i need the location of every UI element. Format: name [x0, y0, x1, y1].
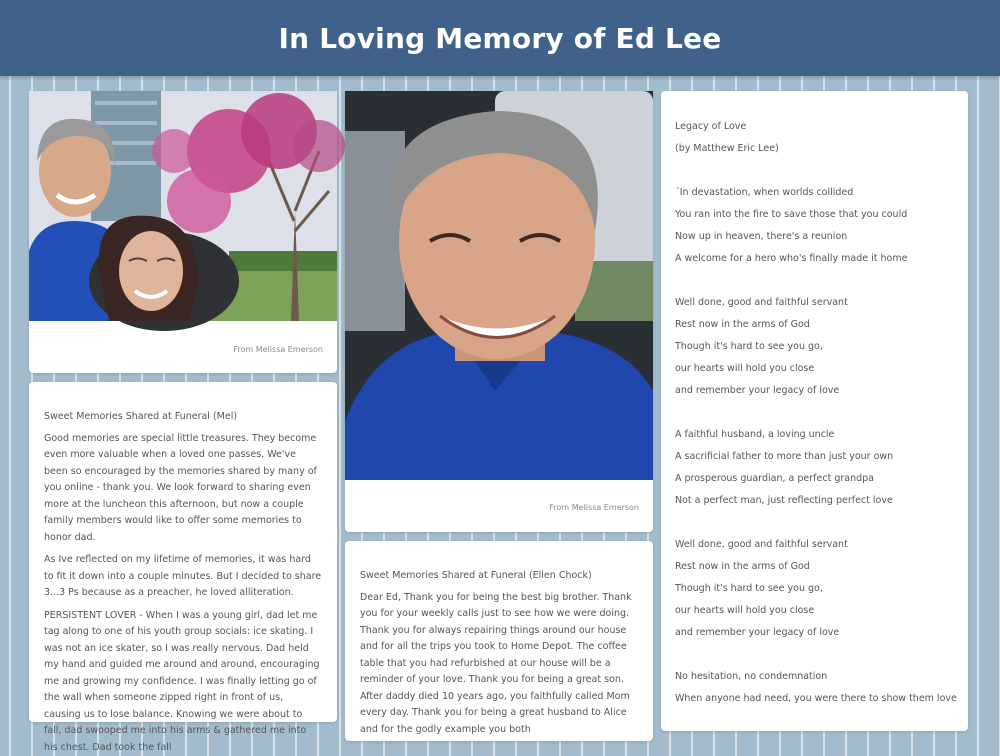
memory-paragraph: As Ive reflected on my lifetime of memories, it was hard to fit it down into a couple minutes. But I decided to share 3...3 Ps because as a preacher, he loved alliteration. — [44, 552, 322, 602]
poem-line: and remember your legacy of love — [675, 622, 953, 644]
couple-photo-image — [29, 91, 337, 321]
poem-stanza-gap — [675, 644, 953, 666]
poem-line: When anyone had need, you were there to show them love — [675, 688, 953, 710]
poem-line: Rest now in the arms of God — [675, 314, 953, 336]
photo-caption: From Melissa Emerson — [233, 345, 323, 354]
poem-line: Though it's hard to see you go, — [675, 578, 953, 600]
poem-stanza-gap — [675, 160, 953, 182]
poem-card[interactable] — [661, 91, 968, 731]
poem-line: ´In devastation, when worlds collided — [675, 182, 953, 204]
poem-lines — [675, 116, 953, 710]
poem-line: Legacy of Love — [675, 116, 953, 138]
poem-line: A faithful husband, a loving uncle — [675, 424, 953, 446]
poem-stanza-gap — [675, 402, 953, 424]
poem-line: and remember your legacy of love — [675, 380, 953, 402]
memory-card-mel[interactable] — [29, 382, 337, 722]
couple-photo[interactable] — [29, 91, 337, 321]
poem-stanza-gap — [675, 512, 953, 534]
portrait-photo-image — [345, 91, 653, 480]
photo-caption: From Melissa Emerson — [549, 503, 639, 512]
poem-line: Though it's hard to see you go, — [675, 336, 953, 358]
memory-title: Sweet Memories Shared at Funeral (Mel) — [44, 409, 322, 426]
memory-title: Sweet Memories Shared at Funeral (Ellen Chock) — [360, 568, 638, 585]
poem-line: A welcome for a hero who's finally made it home — [675, 248, 953, 270]
portrait-photo[interactable] — [345, 91, 653, 480]
poem-line: Now up in heaven, there's a reunion — [675, 226, 953, 248]
poem-line: Well done, good and faithful servant — [675, 292, 953, 314]
poem-line: our hearts will hold you close — [675, 358, 953, 380]
page-title: In Loving Memory of Ed Lee — [279, 22, 722, 55]
poem-line: (by Matthew Eric Lee) — [675, 138, 953, 160]
poem-line: A prosperous guardian, a perfect grandpa — [675, 468, 953, 490]
memory-card-ellen[interactable] — [345, 541, 653, 741]
page-header — [0, 0, 1000, 76]
poem-stanza-gap — [675, 270, 953, 292]
poem-line: Not a perfect man, just reflecting perfect love — [675, 490, 953, 512]
poem-line: A sacrificial father to more than just your own — [675, 446, 953, 468]
poem-line: our hearts will hold you close — [675, 600, 953, 622]
photo-card-portrait[interactable] — [345, 91, 653, 532]
memory-paragraph: Dear Ed, Thank you for being the best big brother. Thank you for your weekly calls just to see how we were doing. Thank you for always repairing things around our house and for all the trips you took to Home Depot. The coffee table that you had refurbished at our house will be a reminder of your love. Thank you for being a great son. After daddy died 10 years ago, you faithfully called Mom every day. Thank you for being a great husband to Alice and for the godly example you both — [360, 590, 638, 739]
photo-card-couple[interactable] — [29, 91, 337, 373]
memory-paragraph: Good memories are special little treasures. They become even more valuable when a loved one passes. We've been so encouraged by the memories shared by many of you online - thank you. We look forward to sharing even more at the luncheon this afternoon, but now a couple family members would like to offer some memories to honor dad. — [44, 431, 322, 547]
poem-line: You ran into the fire to save those that you could — [675, 204, 953, 226]
poem-line: No hesitation, no condemnation — [675, 666, 953, 688]
poem-line: Well done, good and faithful servant — [675, 534, 953, 556]
memory-paragraph: PERSISTENT LOVER - When I was a young girl, dad let me tag along to one of his youth group socials: ice skating. I was not an ice skater, so I was really nervous. Dad held my hand and guided me around and around, encouraging me and growing my confidence. I was finally letting go of the wall when someone zipped right in front of us, causing us to lose balance. Knowing we were about to fall, dad swooped me into his arms & gathered me into his chest. Dad took the fall — [44, 608, 322, 756]
poem-line: Rest now in the arms of God — [675, 556, 953, 578]
